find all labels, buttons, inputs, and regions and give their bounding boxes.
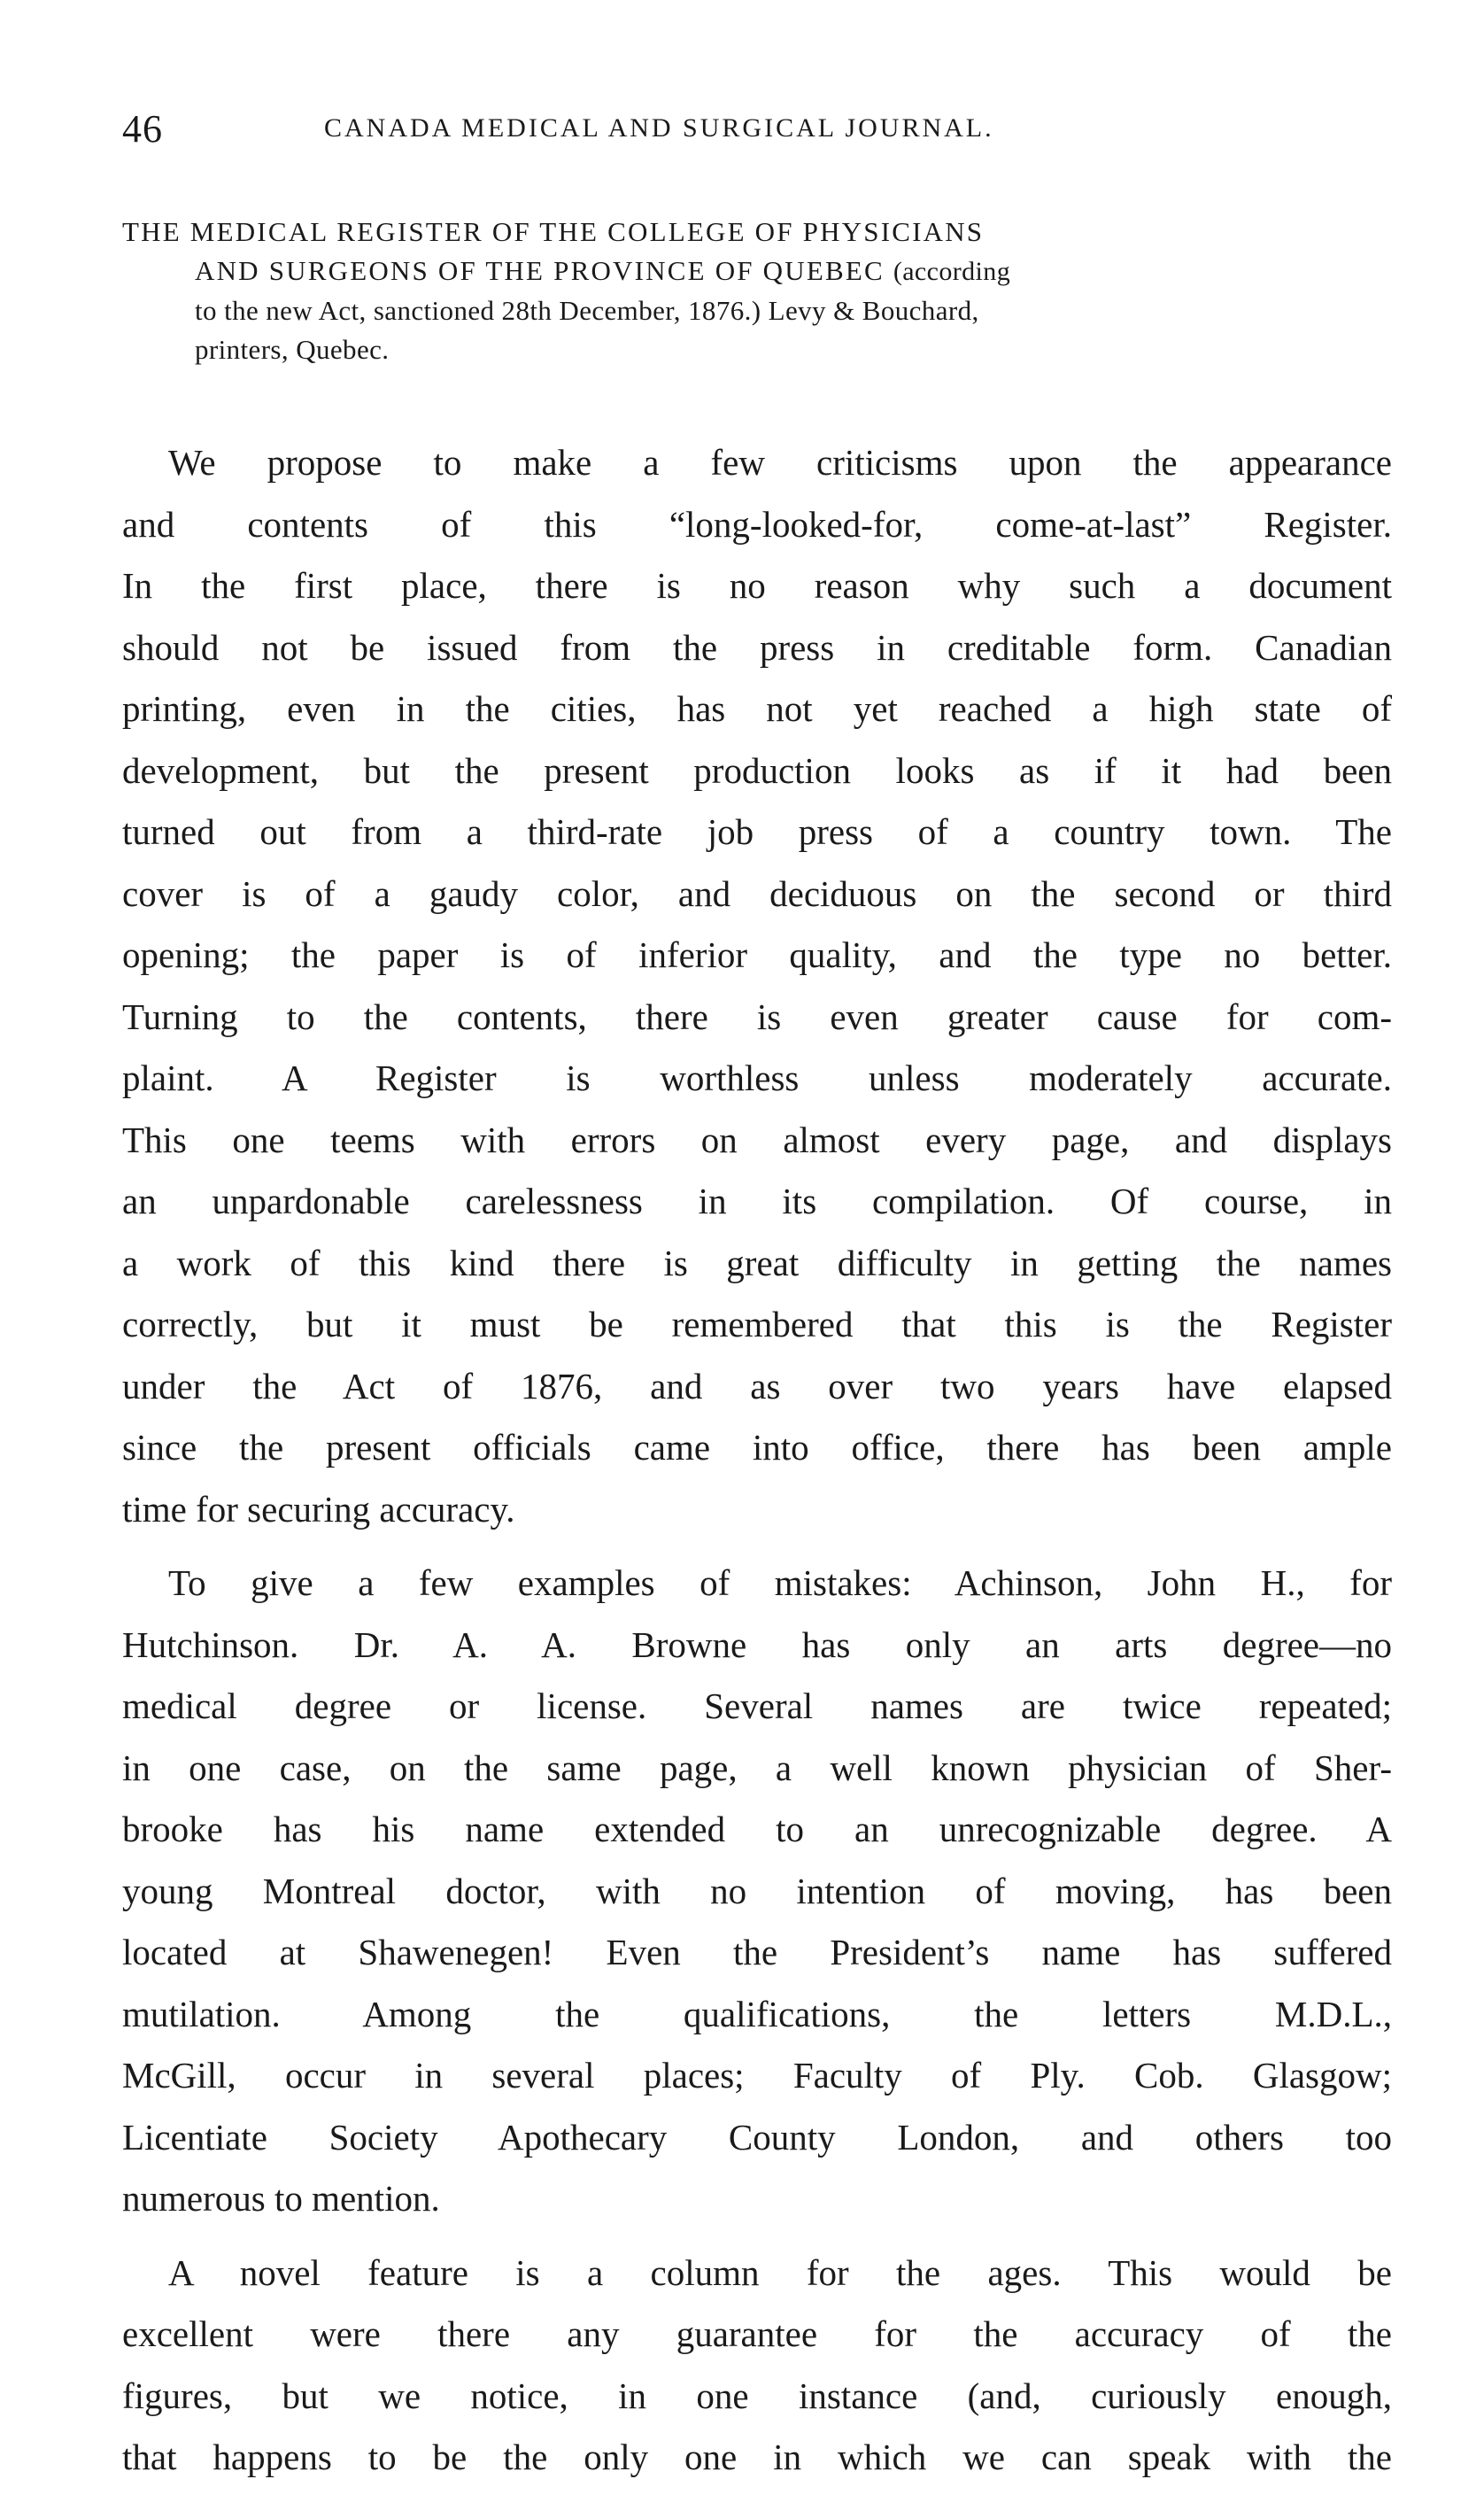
text-line: excellent were there any guarantee for the accuracy of the [122, 2313, 1392, 2354]
review-detail-line-1: to the new Act, sanctioned 28th December, 1876.) Levy & Bouchard, [195, 295, 979, 326]
paragraph [122, 1553, 1392, 2230]
text-line: under the Act of 1876, and as over two years have elapsed [122, 1365, 1392, 1406]
text-line: To give a few examples of mistakes: Achinson, John H., for [168, 1562, 1392, 1603]
text-line: We propose to make a few criticisms upon the appearance [168, 442, 1392, 483]
paragraph [122, 432, 1392, 1540]
text-line: Turning to the contents, there is even greater cause for com- [122, 996, 1392, 1037]
text-line: mutilation. Among the qualifications, the letters M.D.L., [122, 1993, 1392, 2034]
paragraph [122, 2243, 1392, 2489]
page-number: 46 [122, 107, 163, 151]
text-line: a work of this kind there is great difficulty in getting the names [122, 1242, 1392, 1283]
text-line: This one teems with errors on almost every page, and displays [122, 1119, 1392, 1160]
review-title-line-1: THE MEDICAL REGISTER OF THE COLLEGE OF PHYSICIANS [122, 216, 985, 247]
text-line: young Montreal doctor, with no intention of moving, has been [122, 1870, 1392, 1911]
article-body [122, 432, 1392, 2501]
text-line: that happens to be the only one in which we can speak with the [122, 2437, 1392, 2477]
text-line: numerous to mention. [122, 2178, 440, 2219]
text-line: medical degree or license. Several names are twice repeated; [122, 1685, 1392, 1726]
text-line: Hutchinson. Dr. A. A. Browne has only an arts degree—no [122, 1623, 1392, 1665]
text-line: McGill, occur in several places; Faculty of Ply. Cob. Glasgow; [122, 2055, 1392, 2096]
text-line: A novel feature is a column for the ages. This would be [168, 2251, 1392, 2293]
text-line: time for securing accuracy. [122, 1488, 515, 1530]
text-line: development, but the present production looks as if it had been [122, 749, 1392, 791]
text-line: should not be issued from the press in creditable form. Canadian [122, 626, 1392, 668]
running-head [122, 106, 1397, 159]
review-title-line-2 [122, 252, 1390, 291]
text-line: brooke has his name extended to an unrecognizable degree. A [122, 1809, 1392, 1849]
text-line: opening; the paper is of inferior quality, and the type no better. [122, 934, 1392, 975]
text-line: located at Shawenegen! Even the President’s name has suffered [122, 1932, 1392, 1972]
text-line: correctly, but it must be remembered that this is the Register [122, 1304, 1392, 1344]
text-line: Licentiate Society Apothecary County London, and others too [122, 2116, 1392, 2158]
text-line: and contents of this “long-looked-for, come-at-last” Register. [122, 503, 1392, 545]
text-line: turned out from a third-rate job press of a country town. The [122, 811, 1392, 852]
review-heading [122, 213, 1390, 369]
text-line: figures, but we notice, in one instance (and, curiously enough, [122, 2375, 1392, 2416]
text-line: since the present officials came into office, there has been ample [122, 1427, 1392, 1468]
text-line: plaint. A Register is worthless unless moderately accurate. [122, 1058, 1392, 1098]
review-detail-line-2: printers, Quebec. [195, 334, 390, 365]
journal-title: CANADA MEDICAL AND SURGICAL JOURNAL. [324, 113, 994, 143]
text-line: In the first place, there is no reason why such a document [122, 565, 1392, 606]
text-line: cover is of a gaudy color, and deciduous on the second or third [122, 872, 1392, 914]
text-line: an unpardonable carelessness in its compilation. Of course, in [122, 1181, 1392, 1221]
text-line: in one case, on the same page, a well known physician of Sher- [122, 1747, 1392, 1788]
review-title-note: (according [893, 257, 1011, 286]
review-title-line-2-text: AND SURGEONS OF THE PROVINCE OF QUEBEC [195, 255, 885, 286]
text-line: printing, even in the cities, has not yet reached a high state of [122, 688, 1392, 729]
